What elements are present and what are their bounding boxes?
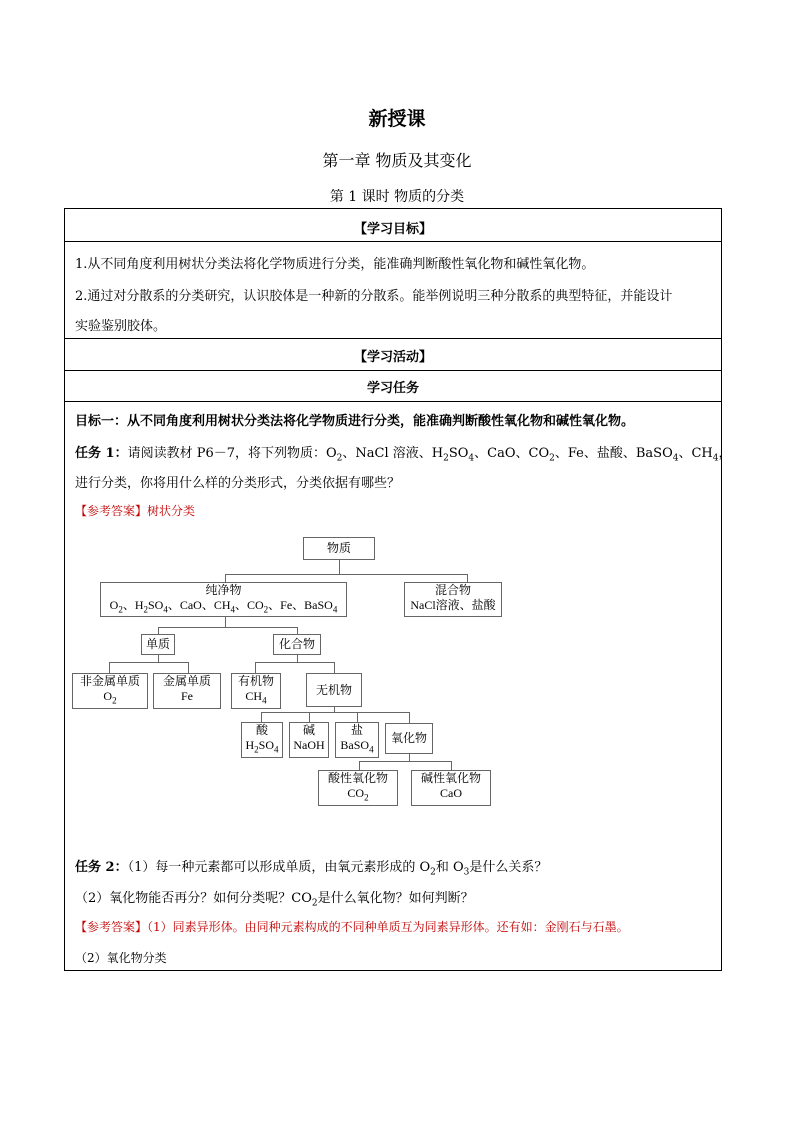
tree-node-inorganic: 无机物	[306, 673, 362, 707]
activities-subheading: 学习任务	[366, 381, 419, 396]
lesson-title: 第 1 课时 物质的分类	[329, 189, 465, 205]
tree-node-acidic-oxide: 酸性氧化物 $CO_2$	[318, 770, 398, 806]
goals-heading: 【学习目标】	[353, 222, 432, 237]
tree-node-organic: 有机物 $CH_4$	[231, 673, 281, 709]
task1-question: 任务 1：请阅读教材 P6－7，将下列物质：$O_2$、NaCl 溶液、$H_2SO_4$、CaO、$CO_2$、Fe、盐酸、BaSO$_4$、$CH_4$，	[75, 446, 732, 464]
tree-node-mixture: 混合物 NaCl溶液、盐酸	[404, 582, 502, 617]
tree-node-compound: 化合物	[273, 634, 321, 655]
task1-answer: 【参考答案】树状分类	[75, 504, 196, 518]
tree-node-base: 碱 NaOH	[289, 722, 329, 758]
task2-question-2: （2）氧化物能否再分？如何分类呢？$CO_2$是什么氧化物？如何判断？	[75, 891, 474, 909]
tree-node-oxide: 氧化物	[385, 723, 433, 754]
task1-label: 任务 1：	[75, 446, 128, 461]
tree-node-acid: 酸 $H_2SO_4$	[241, 722, 283, 758]
tree-node-nonmetal: 非金属单质 $O_2$	[72, 673, 148, 709]
goal-item-1: 1.从不同角度利用树状分类法将化学物质进行分类，能准确判断酸性氧化物和碱性氧化物。	[75, 257, 595, 272]
task1-question-cont: 进行分类，你将用什么样的分类形式，分类依据有哪些？	[75, 476, 401, 491]
main-title: 新授课	[368, 108, 426, 130]
lesson-table	[64, 208, 732, 971]
tree-node-metal: 金属单质 Fe	[153, 673, 221, 709]
activities-heading: 【学习活动】	[353, 350, 432, 365]
task2-answer-2: （2）氧化物分类	[75, 951, 167, 965]
objective-1: 目标一：从不同角度利用树状分类法将化学物质进行分类，能准确判断酸性氧化物和碱性氧化物。	[75, 414, 635, 429]
chapter-title: 第一章 物质及其变化	[322, 151, 472, 170]
goal-item-2: 2.通过对分散系的分类研究，认识胶体是一种新的分散系。能举例说明三种分散系的典型特征，并能设计	[75, 289, 673, 304]
tree-node-matter: 物质	[303, 537, 375, 560]
goal-item-2-cont: 实验鉴别胶体。	[75, 319, 167, 334]
tree-node-pure-substance: 纯净物 $O_2$、$H_2SO_4$、CaO、$CH_4$、$CO_2$、Fe、BaSO$_4$	[100, 582, 347, 617]
tree-node-elemental: 单质	[141, 634, 175, 655]
task2-label: 任务 2：	[75, 860, 128, 875]
tree-node-salt: 盐 BaSO$_4$	[335, 722, 379, 758]
task2-question-1: 任务 2：（1）每一种元素都可以形成单质，由氧元素形成的 $O_2$和 $O_3$是什么关系？	[75, 860, 548, 878]
task2-answer-1: 【参考答案】（1）同素异形体。由同种元素构成的不同种单质互为同素异形体。还有如：金刚石与石墨。	[75, 920, 629, 934]
tree-node-basic-oxide: 碱性氧化物 CaO	[411, 770, 491, 806]
